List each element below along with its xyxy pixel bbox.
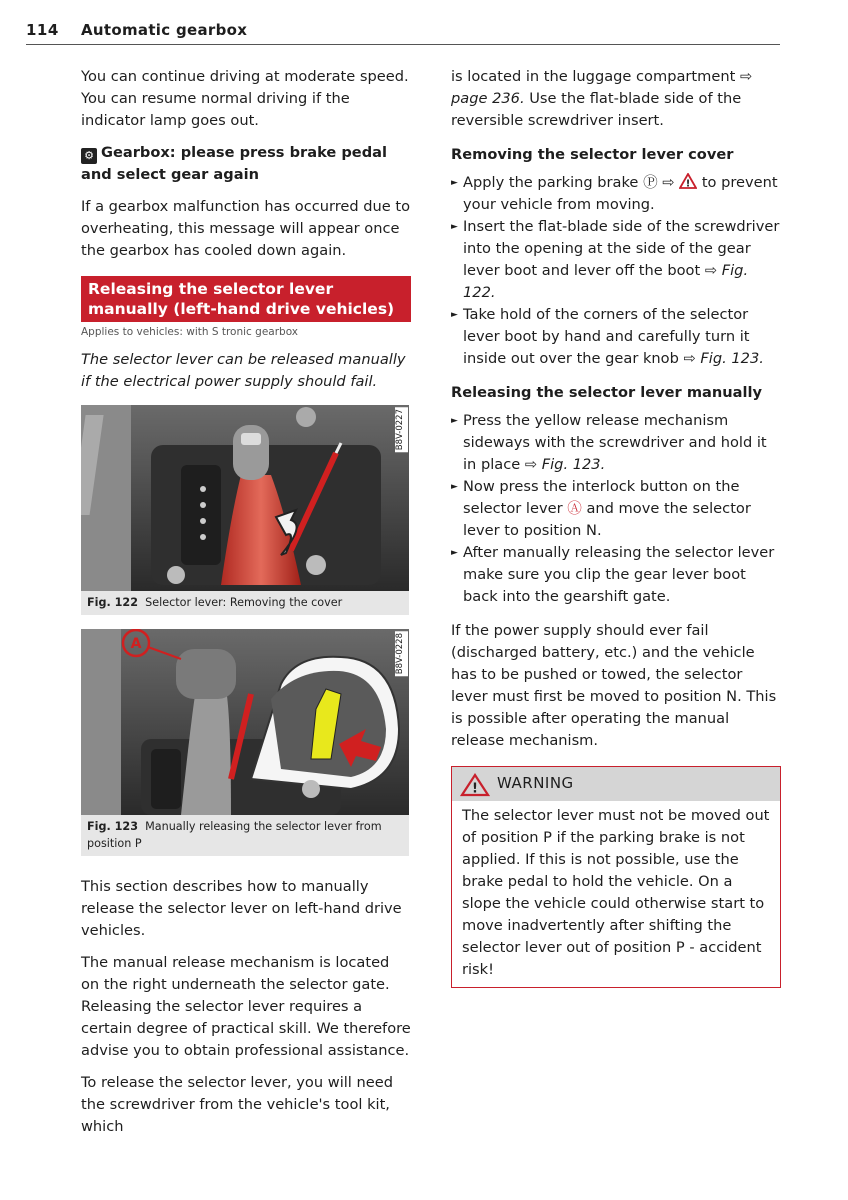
- warning-header: [452, 767, 780, 801]
- paragraph: The manual release mechanism is located on the right underneath the selector gate. Releasing the selector lever requires a certain degree of practical skill. We therefore advise you to obtain professional assistance.: [81, 954, 411, 1059]
- bullet-icon: ►: [451, 222, 458, 232]
- section-title: Releasing the selector lever manually (left-hand drive vehicles): [81, 276, 411, 322]
- figure-label: Fig. 123: [87, 820, 138, 833]
- warning-triangle-icon: [460, 773, 490, 797]
- list-item: ► Insert the flat-blade side of the screwdriver into the opening at the side of the gear lever boot and lever off the boot ⇨ Fig. 122.: [451, 218, 780, 301]
- page-reference-link[interactable]: ⇨ page 236.: [451, 68, 753, 107]
- figure-code: B8V-0228: [395, 631, 408, 676]
- paragraph: To release the selector lever, you will need the screwdriver from the vehicle's tool kit, which: [81, 1074, 393, 1135]
- paragraph: If the power supply should ever fail (discharged battery, etc.) and the vehicle has to be pushed or towed, the selector lever must first be moved to position N. This is possible after operating the manual release mechanism.: [451, 622, 777, 749]
- figure-caption: [81, 815, 409, 856]
- paragraph: is located in the luggage compartment ⇨ page 236. Use the flat-blade side of the reversible screwdriver insert.: [451, 68, 753, 129]
- figure-caption: [81, 591, 409, 615]
- figure-code: B8V-0227: [395, 407, 408, 452]
- figure-reference-link[interactable]: ⇨ Fig. 123.: [524, 456, 606, 473]
- page-number: 114: [26, 21, 59, 39]
- figure-122: [81, 405, 409, 615]
- warning-box: [451, 766, 781, 988]
- selector-lever-photo: [81, 405, 409, 591]
- subheading-remove-cover: Removing the selector lever cover: [451, 146, 734, 163]
- steps-release-manually: [451, 410, 781, 608]
- release-mechanism-photo: [81, 629, 409, 815]
- paragraph: If a gearbox malfunction has occurred due to overheating, this message will appear once the gearbox has cooled down again.: [81, 198, 411, 259]
- bullet-icon: ►: [451, 416, 458, 426]
- parking-brake-icon: Ⓟ: [643, 174, 658, 191]
- warning-triangle-icon[interactable]: [679, 173, 697, 189]
- caption-text: Manually releasing the selector lever from position P: [87, 820, 382, 850]
- warning-body: The selector lever must not be moved out of position P if the parking brake is not applied. If this is not possible, use the brake pedal to hold the vehicle. On a slope the vehicle could otherwise start to move inadvertently after shifting the selector lever out of position P - accident risk!: [462, 807, 770, 978]
- list-item: ► Take hold of the corners of the selector lever boot by hand and carefully turn it inside out over the gear knob ⇨ Fig. 123.: [451, 306, 764, 367]
- subheading-release-manually: Releasing the selector lever manually: [451, 384, 763, 401]
- bullet-icon: ►: [451, 178, 458, 188]
- caption-text: Selector lever: Removing the cover: [145, 596, 343, 609]
- svg-text:!: !: [685, 178, 691, 189]
- intro-paragraph: The selector lever can be released manually if the electrical power supply should fail.: [81, 351, 406, 390]
- bullet-icon: ►: [451, 310, 458, 320]
- figure-label: Fig. 122: [87, 596, 138, 609]
- paragraph: This section describes how to manually release the selector lever on left-hand drive vehicles.: [81, 878, 402, 939]
- chapter-title: Automatic gearbox: [81, 21, 248, 39]
- bullet-icon: ►: [451, 548, 458, 558]
- left-column: [81, 66, 411, 1138]
- marker-a-icon: Ⓐ: [567, 500, 582, 517]
- gear-warning-icon: ⚙: [81, 148, 97, 164]
- gearbox-message-heading: ⚙ Gearbox: please press brake pedal and select gear again: [81, 144, 388, 183]
- figure-reference-link[interactable]: ⇨ Fig. 122.: [463, 262, 749, 301]
- figure-123: [81, 629, 409, 856]
- right-column: [451, 66, 781, 988]
- list-item: ► Now press the interlock button on the selector lever Ⓐ and move the selector lever to position N.: [451, 478, 751, 539]
- applies-to-note: Applies to vehicles: with S tronic gearbox: [81, 326, 299, 338]
- list-item: ► Press the yellow release mechanism sideways with the screwdriver and hold it in place ⇨ Fig. 123.: [451, 412, 767, 473]
- list-item: ► After manually releasing the selector lever make sure you clip the gear lever boot back into the gearshift gate.: [451, 544, 775, 605]
- list-item: ► Apply the parking brake Ⓟ ⇨ ! to prevent your vehicle from moving.: [451, 174, 778, 213]
- paragraph: You can continue driving at moderate speed. You can resume normal driving if the indicator lamp goes out.: [81, 68, 409, 129]
- svg-text:!: !: [472, 781, 478, 797]
- steps-remove-cover: [451, 172, 781, 370]
- page-header: [26, 20, 780, 45]
- bullet-icon: ►: [451, 482, 458, 492]
- figure-reference-link[interactable]: ⇨ Fig. 123.: [683, 350, 764, 367]
- marker-a: A: [130, 636, 142, 652]
- warning-title: WARNING: [497, 774, 574, 792]
